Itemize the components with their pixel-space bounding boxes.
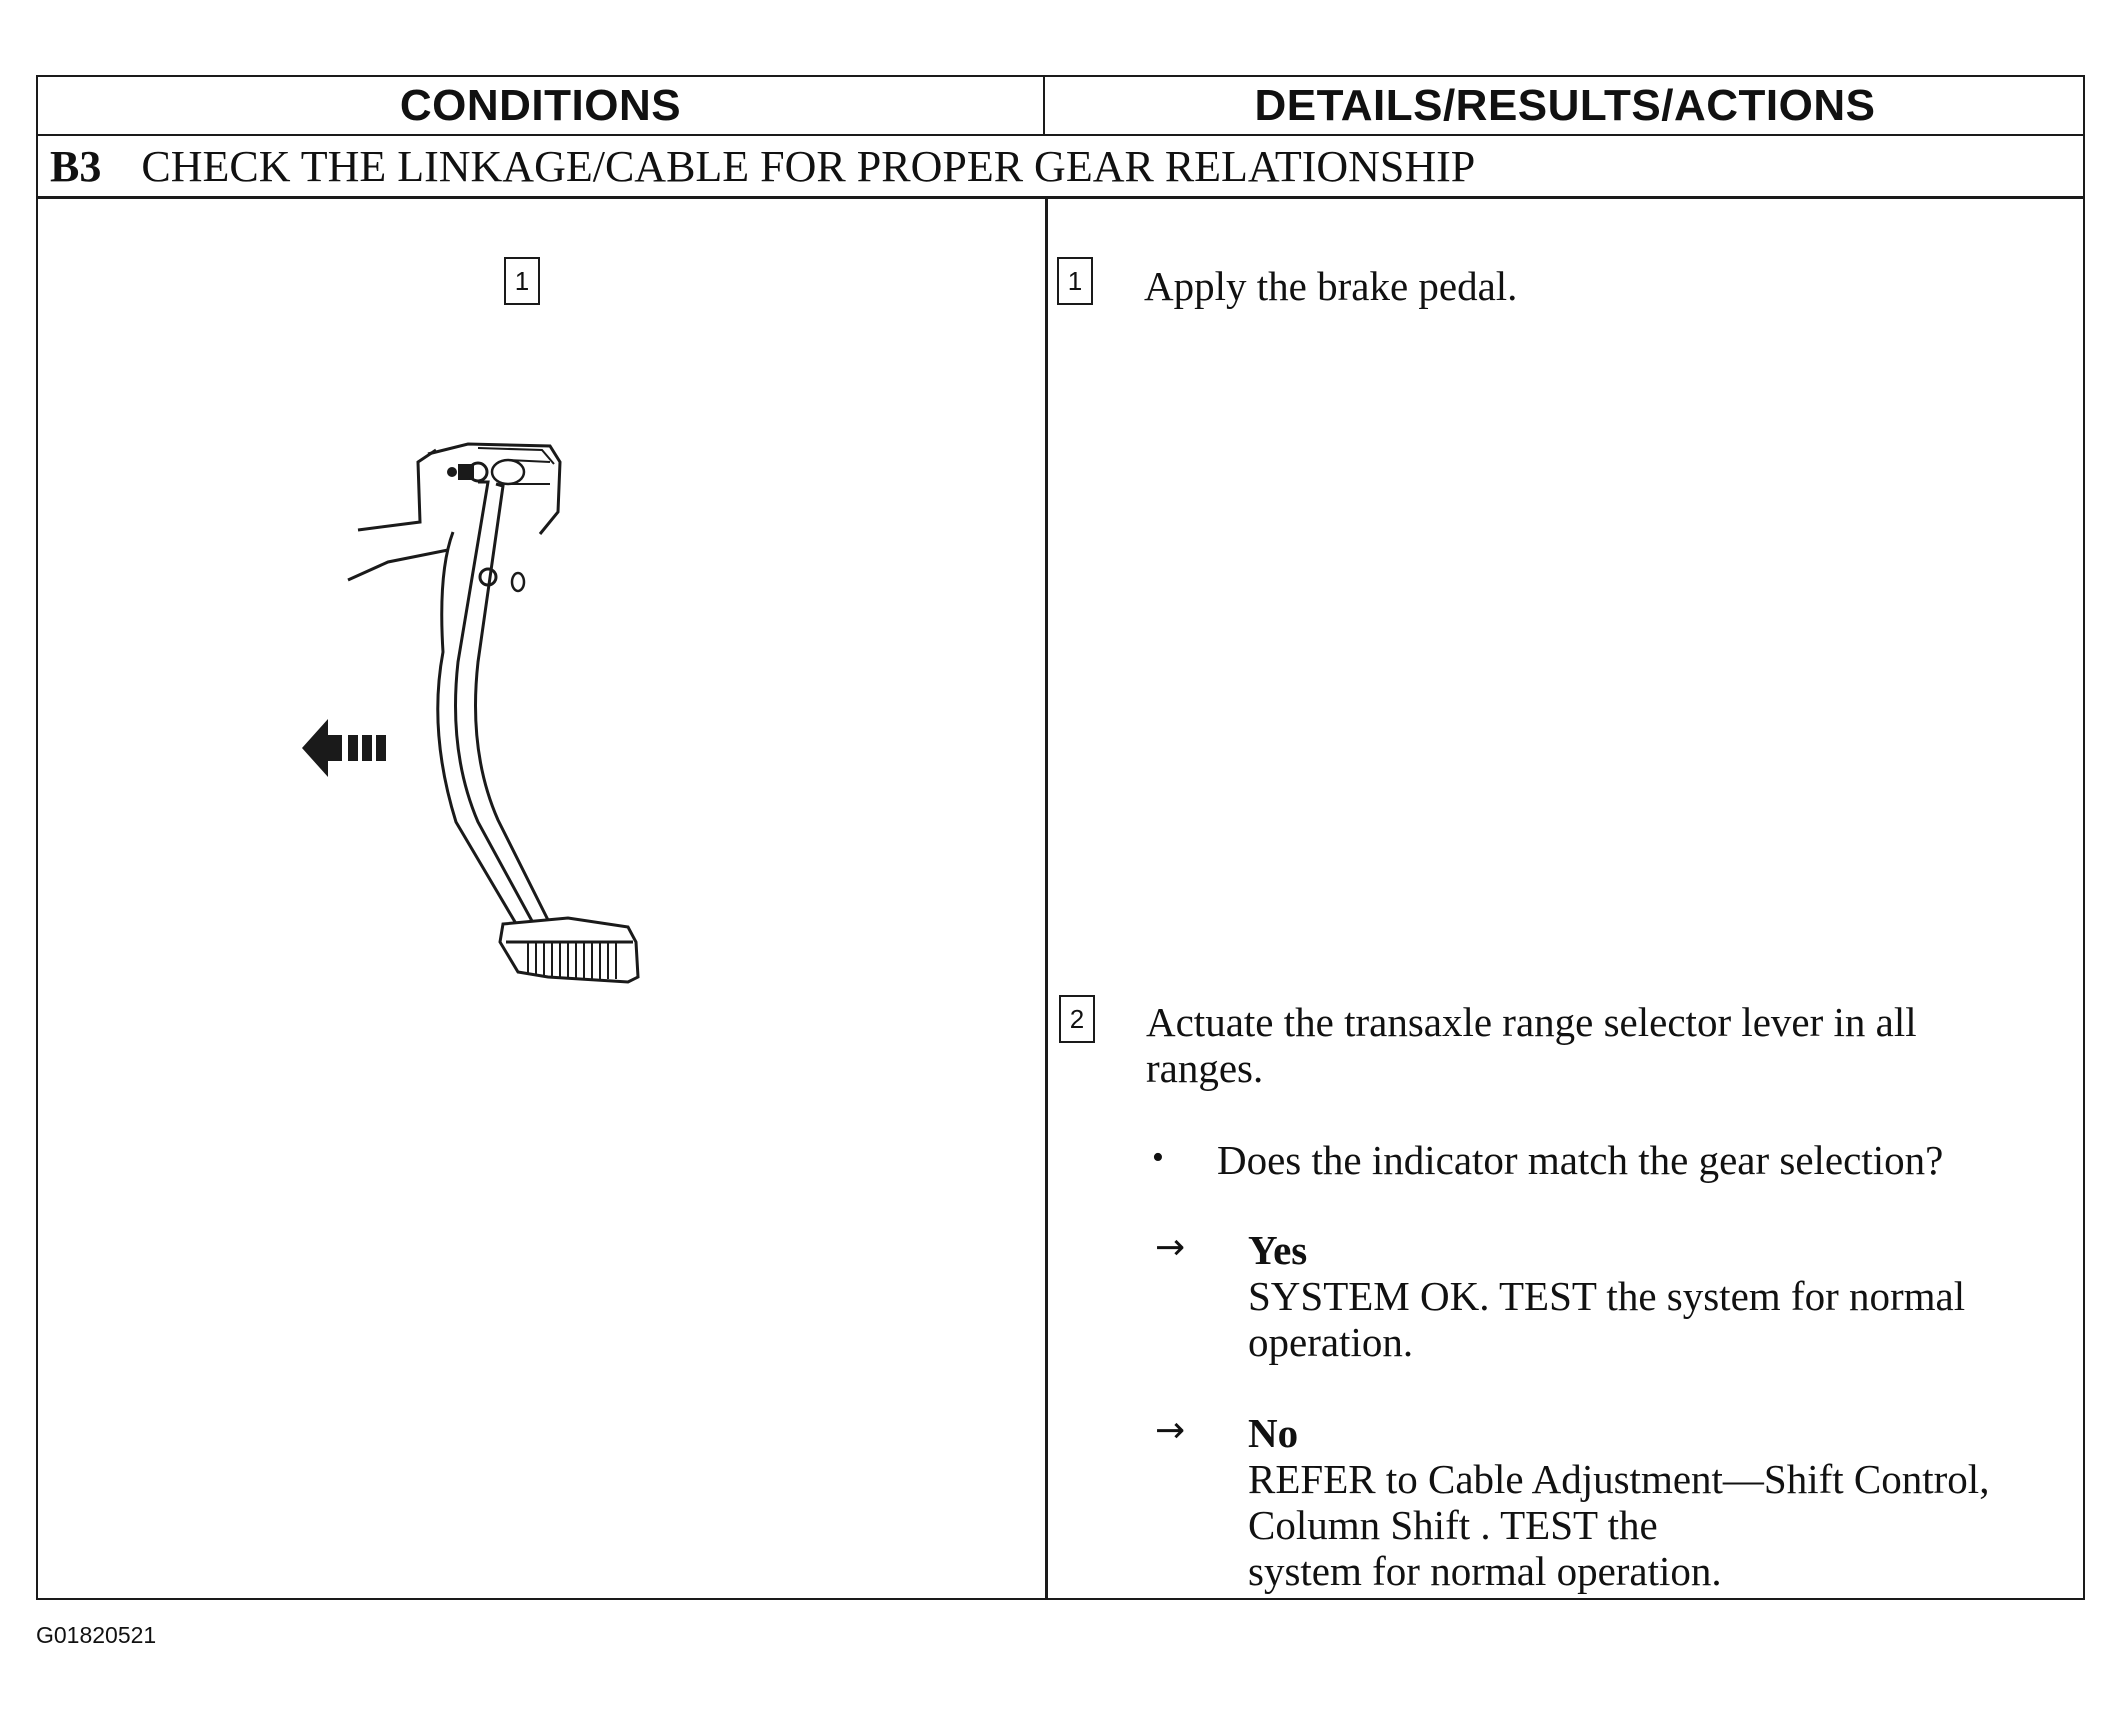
column-divider: [1045, 199, 1048, 1600]
figure-number-box: 1: [504, 257, 540, 305]
action-1-text: Apply the brake pedal.: [1144, 263, 1518, 309]
conditions-header: CONDITIONS: [399, 81, 682, 130]
question-text: Does the indicator match the gear selection?: [1217, 1137, 1944, 1183]
no-text-line3: system for normal operation.: [1248, 1548, 1722, 1594]
brake-pedal-drawing: [328, 422, 658, 992]
action-number-box-2: 2: [1059, 995, 1095, 1043]
action-2-text-line2: ranges.: [1146, 1045, 1264, 1091]
diagnostic-table: [36, 75, 2085, 1600]
step-title-row: [50, 136, 1475, 196]
no-text-line1: REFER to Cable Adjustment—Shift Control,: [1248, 1456, 1990, 1502]
push-direction-arrow-icon: [302, 715, 388, 786]
bullet-icon: •: [1152, 1139, 1164, 1176]
brake-pedal-icon: [328, 422, 658, 997]
yes-arrow-icon: →: [1155, 1227, 1186, 1268]
step-id: B3: [50, 141, 102, 191]
no-label: No: [1248, 1410, 1299, 1456]
yes-text-line2: operation.: [1248, 1319, 1414, 1365]
figure-code: G01820521: [36, 1622, 157, 1648]
action-number-box-1: 1: [1057, 257, 1093, 305]
step-rule: [38, 196, 2083, 199]
no-text-line2: Column Shift . TEST the: [1248, 1502, 1658, 1548]
yes-text-line1: SYSTEM OK. TEST the system for normal: [1248, 1273, 1966, 1319]
action-2-text-line1: Actuate the transaxle range selector lever in all: [1146, 999, 1917, 1045]
yes-label: Yes: [1248, 1227, 1308, 1273]
step-title: CHECK THE LINKAGE/CABLE FOR PROPER GEAR RELATIONSHIP: [141, 141, 1476, 191]
no-arrow-icon: →: [1155, 1410, 1186, 1451]
details-header: DETAILS/RESULTS/ACTIONS: [1254, 81, 1876, 130]
